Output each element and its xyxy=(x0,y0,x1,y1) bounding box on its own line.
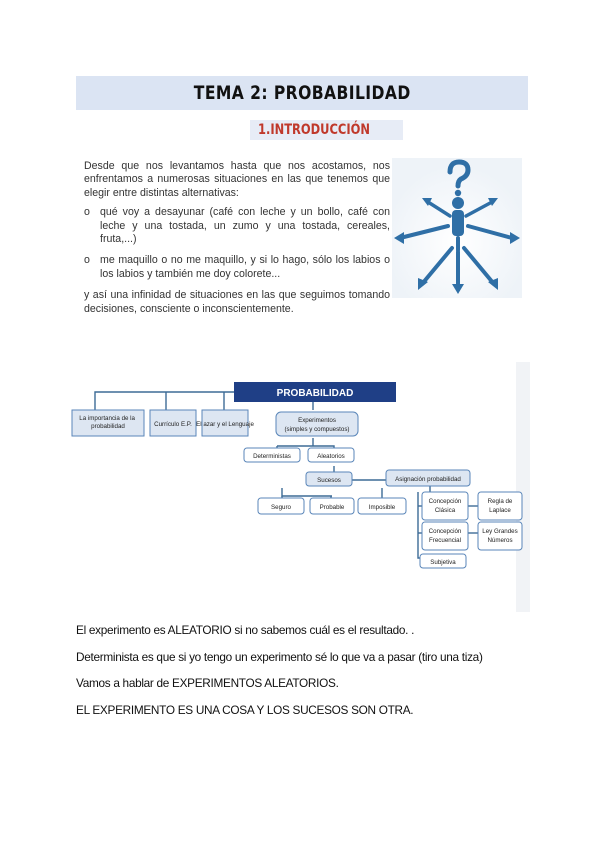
intro-bullet-item xyxy=(84,254,390,281)
intro-bullet-text: me maquillo o no me maquillo, y si lo hago, sólo los labios o los labios y también me doy colorete... xyxy=(100,254,390,280)
node-laplace-sub: Laplace xyxy=(489,507,511,514)
intro-bullet-text: qué voy a desayunar (café con leche y un bollo, café con leche y una tostada, un zumo y una tostada, cereales, fruta,...) xyxy=(100,206,390,246)
body-line-experimentos-aleatorios: Vamos a hablar de EXPERIMENTOS ALEATORIOS. xyxy=(76,676,339,690)
decision-figure-illustration xyxy=(392,158,522,298)
node-curriculo: Currículo E.P. xyxy=(154,421,192,428)
node-aleatorios: Aleatorios xyxy=(317,453,345,460)
node-importancia: La importancia de la probabilidad xyxy=(79,415,135,430)
probability-concept-map xyxy=(70,362,530,612)
node-ley-grandes-sub: Números xyxy=(487,537,513,544)
node-sucesos: Sucesos xyxy=(317,477,341,484)
person-body-icon xyxy=(452,210,464,236)
node-ley-grandes: Ley Grandes xyxy=(482,528,518,535)
intro-bullet-list xyxy=(84,206,390,281)
body-text xyxy=(76,622,536,728)
node-experimentos: Experimentos xyxy=(298,417,336,424)
body-line-aleatorio: El experimento es ALEATORIO si no sabemos cuál es el resultado. . xyxy=(76,623,415,637)
node-laplace: Regla de xyxy=(487,498,513,505)
node-subjetiva: Subjetiva xyxy=(430,559,456,566)
body-line-sucesos: EL EXPERIMENTO ES UNA COSA Y LOS SUCESOS SON OTRA. xyxy=(76,702,414,717)
section-heading: 1.INTRODUCCIÓN xyxy=(258,122,371,138)
node-clasica: Concepción xyxy=(428,498,462,505)
svg-text:PROBABILIDAD: PROBABILIDAD xyxy=(276,388,354,399)
node-probable: Probable xyxy=(319,504,345,511)
title-band xyxy=(76,76,528,110)
node-frecuencial: Concepción xyxy=(428,528,462,535)
page-title: TEMA 2: PROBABILIDAD xyxy=(193,82,411,104)
intro-block xyxy=(84,160,390,322)
bullet-marker: o xyxy=(84,254,90,267)
intro-bullet-item xyxy=(84,206,390,246)
section-heading-box xyxy=(250,120,403,140)
bullet-marker: o xyxy=(84,206,90,219)
node-deterministas: Deterministas xyxy=(253,453,291,460)
body-line-determinista: Determinista es que si yo tengo un experimento sé lo que va a pasar (tiro una tiza) xyxy=(76,649,483,664)
node-imposible: Imposible xyxy=(368,504,396,511)
intro-paragraph: Desde que nos levantamos hasta que nos acostamos, nos enfrentamos a numerosas situaciones en las que tenemos que elegir entre distintas alternativas: xyxy=(84,160,390,199)
concept-map-root xyxy=(234,382,396,402)
node-seguro: Seguro xyxy=(271,504,291,511)
node-clasica-sub: Clásica xyxy=(434,507,456,514)
node-experimentos-sub: (simples y compuestos) xyxy=(284,426,350,433)
intro-closing: y así una infinidad de situaciones en las que seguimos tomando decisiones, consciente o inconscientemente. xyxy=(84,289,390,315)
node-frecuencial-sub: Frecuencial xyxy=(429,537,461,544)
node-azar-lenguaje: El azar y el Lenguaje xyxy=(196,421,254,428)
person-head-icon xyxy=(452,197,464,209)
node-asignacion: Asignación probabilidad xyxy=(395,476,461,483)
